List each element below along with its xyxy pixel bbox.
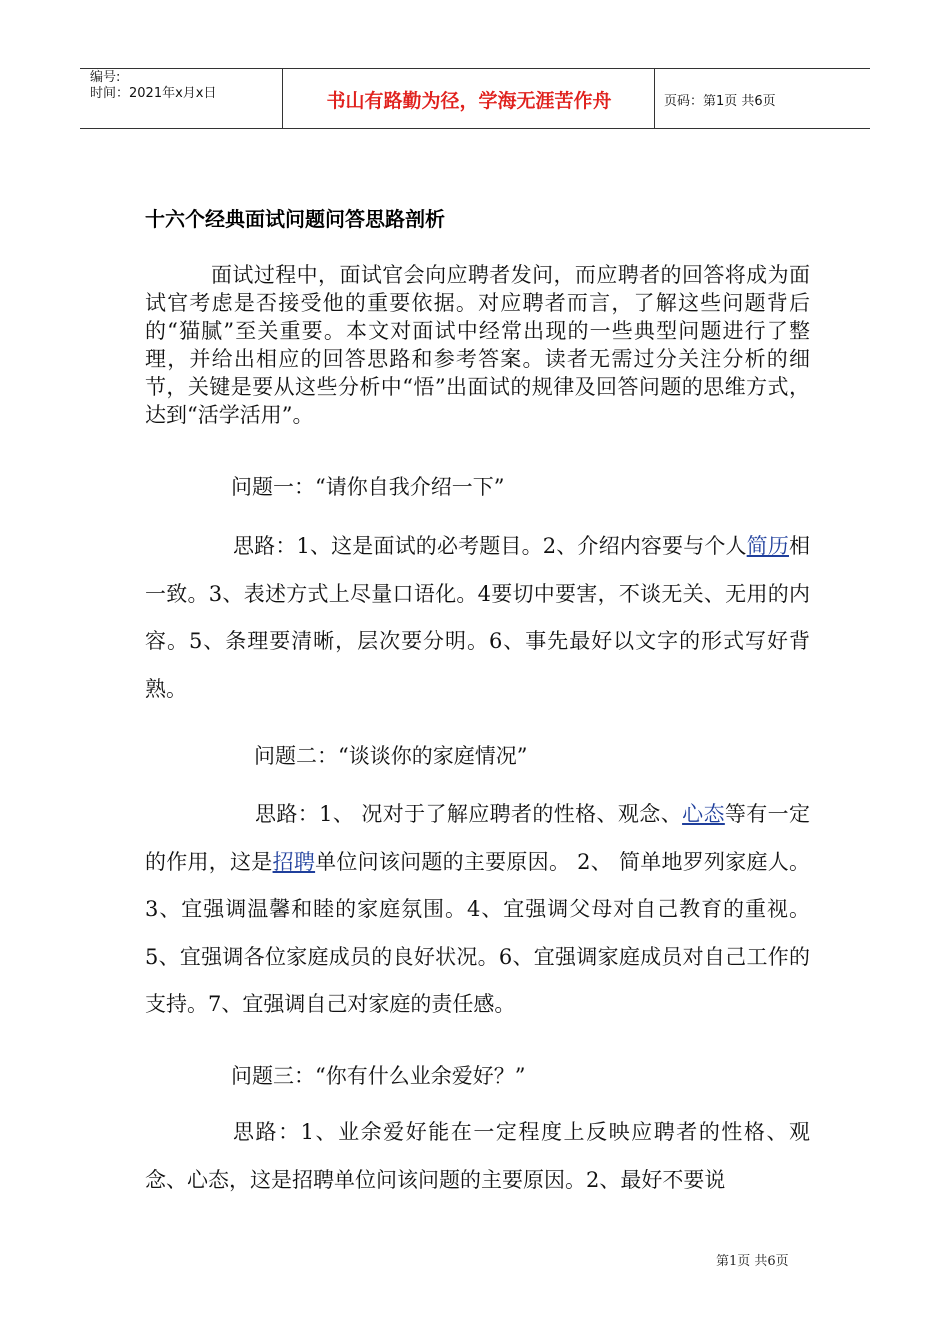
mindset-link[interactable]: 心态 xyxy=(682,802,725,826)
answer-1-text-b: 相一致。3、表述方式上尽量口语化。4要切中要害，不谈无关、无用的内容。5、条理要清晰，层次要分明。6、事先最好以文字的形式写好背熟。 xyxy=(145,534,810,701)
header-page-info: 页码：第1页 共6页 xyxy=(664,94,776,109)
document-time: 时间：2021年x月x日 xyxy=(90,86,217,101)
header-divider-right xyxy=(654,68,655,129)
answer-2 xyxy=(145,791,810,1029)
answer-1 xyxy=(145,523,810,713)
page-footer: 第1页 共6页 xyxy=(716,1254,789,1269)
header-meta xyxy=(90,70,216,102)
question-1: 问题一：“请你自我介绍一下” xyxy=(231,475,505,499)
question-2: 问题二：“谈谈你的家庭情况” xyxy=(254,744,528,768)
answer-2-text-b: 等有一定的作用，这是 xyxy=(145,802,810,874)
answer-1-text-a: 思路：1、这是面试的必考题目。2、介绍内容要与个人 xyxy=(233,534,747,558)
document-number-label: 编号: xyxy=(90,70,121,85)
question-3: 问题三：“你有什么业余爱好？” xyxy=(231,1064,526,1088)
answer-3: 思路：1、业余爱好能在一定程度上反映应聘者的性格、观念、心态，这是招聘单位问该问题的主要原因。2、最好不要说 xyxy=(145,1120,810,1192)
header-divider-left xyxy=(282,68,283,129)
page-header xyxy=(80,68,870,129)
answer-2-text-a: 思路：1、 况对于了解应聘者的性格、观念、 xyxy=(255,802,683,826)
intro-paragraph: 面试过程中，面试官会向应聘者发问，而应聘者的回答将成为面试官考虑是否接受他的重要依据。对应聘者而言，了解这些问题背后的“猫腻”至关重要。本文对面试中经常出现的一些典型问题进行了整理，并给出相应的回答思路和参考答案。读者无需过分关注分析的细节，关键是要从这些分析中“悟”出面试的规律及回答问题的思维方式，达到“活学活用”。 xyxy=(145,263,810,427)
recruitment-link[interactable]: 招聘 xyxy=(272,849,316,874)
resume-link[interactable]: 简历 xyxy=(746,534,789,558)
header-bottom-rule xyxy=(80,128,870,129)
header-top-rule xyxy=(80,68,870,69)
answer-2-text-c: 单位问该问题的主要原因。 2、 简单地罗列家庭人。3、宜强调温馨和睦的家庭氛围。4、宜强调父母对自己教育的重视。5、宜强调各位家庭成员的良好状况。6、宜强调家庭成员对自己工作的支持。7、宜强调自己对家庭的责任感。 xyxy=(145,849,811,1016)
article-title: 十六个经典面试问题问答思路剖析 xyxy=(145,207,445,231)
header-motto: 书山有路勤为径，学海无涯苦作舟 xyxy=(326,90,612,112)
